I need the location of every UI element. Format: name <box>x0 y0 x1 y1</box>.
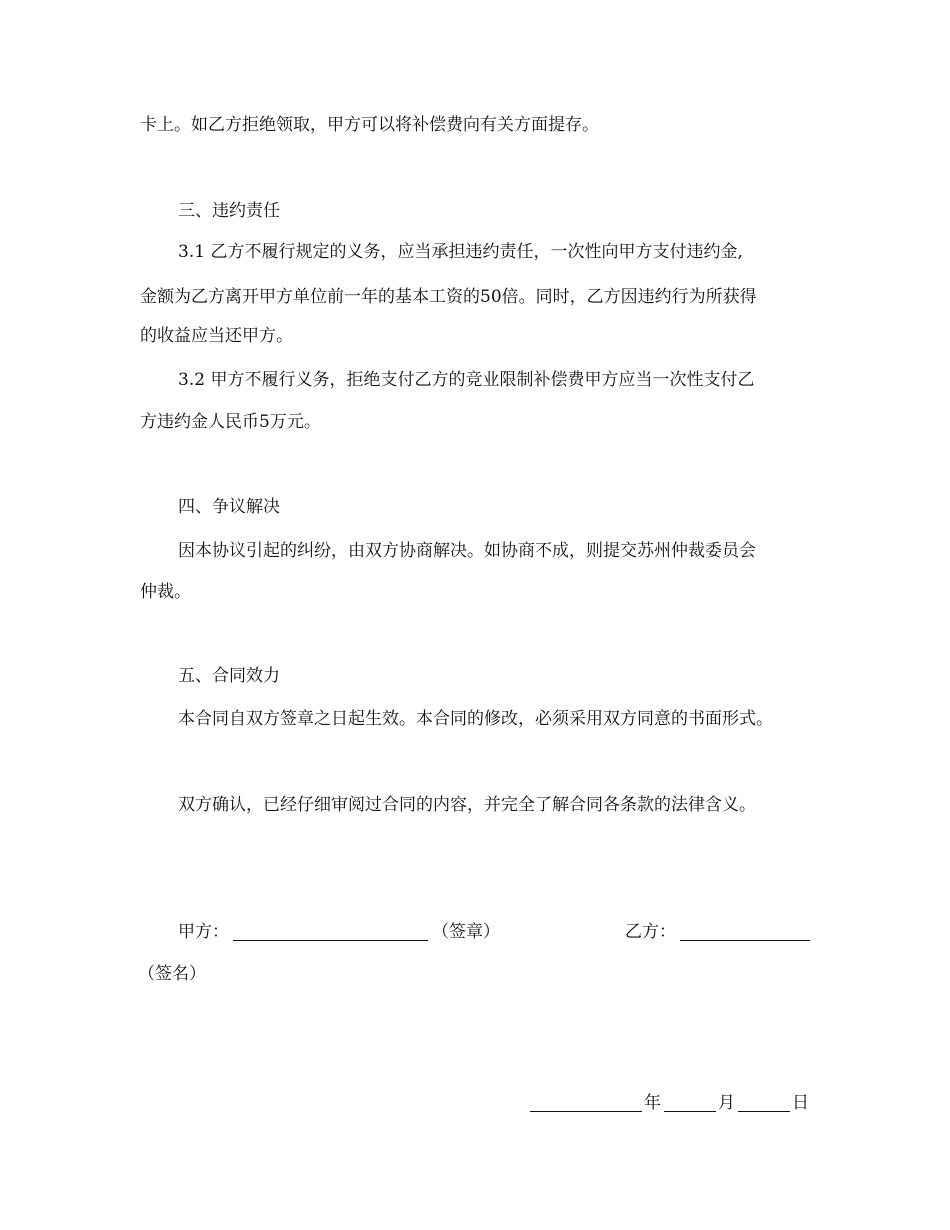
signature-row <box>178 922 818 944</box>
paragraph-line: 本合同自双方签章之日起生效。本合同的修改，必须采用双方同意的书面形式。 <box>178 709 773 729</box>
section-heading-breach: 三、违约责任 <box>178 201 280 221</box>
party-a-label: 甲方： <box>178 922 229 942</box>
party-b-signature-line <box>680 922 810 941</box>
paragraph-line: 3.2 甲方不履行义务，拒绝支付乙方的竞业限制补偿费甲方应当一次性支付乙 <box>178 370 755 390</box>
year-blank-line <box>530 1093 642 1112</box>
confirmation-paragraph: 双方确认，已经仔细审阅过合同的内容，并完全了解合同各条款的法律含义。 <box>178 795 756 815</box>
paragraph-line: 3.1 乙方不履行规定的义务，应当承担违约责任，一次性向甲方支付违约金, <box>178 242 743 262</box>
party-a-seal-note: （签章） <box>432 922 500 942</box>
day-blank-line <box>738 1093 790 1112</box>
section-heading-validity: 五、合同效力 <box>178 666 280 686</box>
paragraph-line: 方违约金人民币5万元。 <box>140 412 321 432</box>
section-heading-dispute: 四、争议解决 <box>178 497 280 517</box>
party-b-sign-note: （签名） <box>138 964 206 984</box>
party-b-label: 乙方： <box>625 922 676 942</box>
party-a-signature-line <box>233 922 428 941</box>
paragraph-line: 的收益应当还甲方。 <box>140 326 293 346</box>
day-label: 日 <box>792 1093 809 1113</box>
paragraph-line: 金额为乙方离开甲方单位前一年的基本工资的50倍。同时，乙方因违约行为所获得 <box>140 287 757 307</box>
paragraph-line: 因本协议引起的纠纷，由双方协商解决。如协商不成，则提交苏州仲裁委员会 <box>178 541 756 561</box>
paragraph-line: 卡上。如乙方拒绝领取，甲方可以将补偿费向有关方面提存。 <box>140 115 599 135</box>
month-label: 月 <box>718 1093 735 1113</box>
date-row <box>530 1093 820 1115</box>
year-label: 年 <box>644 1093 661 1113</box>
paragraph-line: 仲裁。 <box>140 582 191 602</box>
month-blank-line <box>664 1093 716 1112</box>
